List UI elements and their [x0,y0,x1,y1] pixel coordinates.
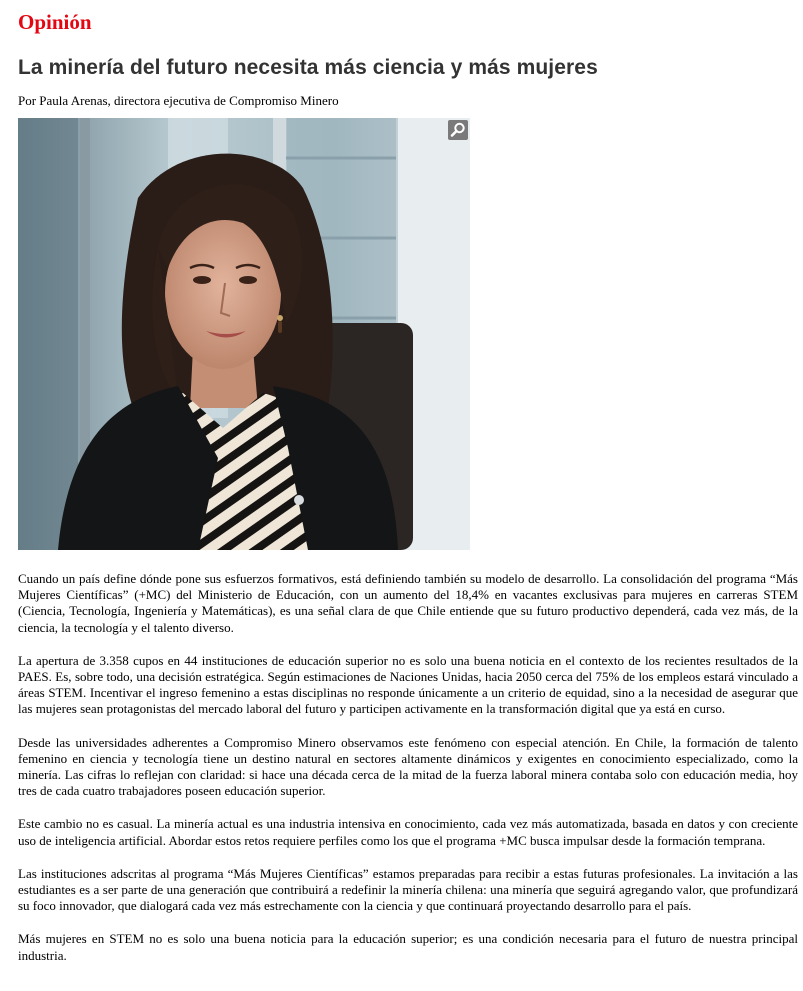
article-paragraph: La apertura de 3.358 cupos en 44 instituciones de educación superior no es solo una buena noticia en el contexto de los recientes resultados de la PAES. Es, sobre todo, una decisión estratégica. Según estimaciones de Naciones Unidas, hacia 2050 cerca del 75% de los empleos estará vinculado a áreas STEM. Incentivar el ingreso femenino a estas disciplinas no responde únicamente a un criterio de equidad, sino a la necesidad de asegurar que las mujeres sean protagonistas del mercado laboral del futuro y participen activamente en la transformación digital que ya está en curso. [18,652,798,717]
article-headline: La minería del futuro necesita más ciencia y más mujeres [18,56,598,79]
zoom-button[interactable] [448,120,468,140]
article-paragraph: Las instituciones adscritas al programa “Más Mujeres Científicas” estamos preparadas para recibir a estas futuras profesionales. La invitación a las estudiantes es a ser parte de una generación que contribuirá a redefinir la minería chilena: una minería que seguirá agregando valor, que profundizará su foco innovador, que dialogará cada vez más estrechamente con la ciencia y que continuará proyectando desarrollo para el país. [18,865,798,914]
article-paragraph: Más mujeres en STEM no es solo una buena noticia para la educación superior; es una condición necesaria para el futuro de nuestra principal industria. [18,931,798,963]
article-body [18,571,798,981]
author-photo [18,118,470,550]
section-label: Opinión [18,10,92,34]
article-byline: Por Paula Arenas, directora ejecutiva de Compromiso Minero [18,93,339,108]
article-paragraph: Cuando un país define dónde pone sus esfuerzos formativos, está definiendo también su modelo de desarrollo. La consolidación del programa “Más Mujeres Científicas” (+MC) del Ministerio de Educación, con un aumento del 18,4% en vacantes exclusivas para mujeres en carreras STEM (Ciencia, Tecnología, Ingeniería y Matemáticas), es una señal clara de que Chile entiende que su futuro productivo dependerá, cada vez más, de la ciencia, la tecnología y el talento diverso. [18,571,798,635]
article-paragraph: Desde las universidades adherentes a Compromiso Minero observamos este fenómeno con especial atención. En Chile, la formación de talento femenino en ciencia y tecnología tiene un destino natural en sectores altamente dinámicos y exigentes en conocimiento especializado, como la minería. Las cifras lo reflejan con claridad: si hace una década cerca de la mitad de la fuerza laboral minera contaba solo con educación media, hoy tres de cada cuatro trabajadores poseen educación superior. [18,734,798,799]
magnifier-icon [448,120,468,140]
article-paragraph: Este cambio no es casual. La minería actual es una industria intensiva en conocimiento, cada vez más automatizada, basada en datos y con creciente uso de inteligencia artificial. Abordar estos retos requiere perfiles como los que el programa +MC busca impulsar desde la formación temprana. [18,816,798,848]
